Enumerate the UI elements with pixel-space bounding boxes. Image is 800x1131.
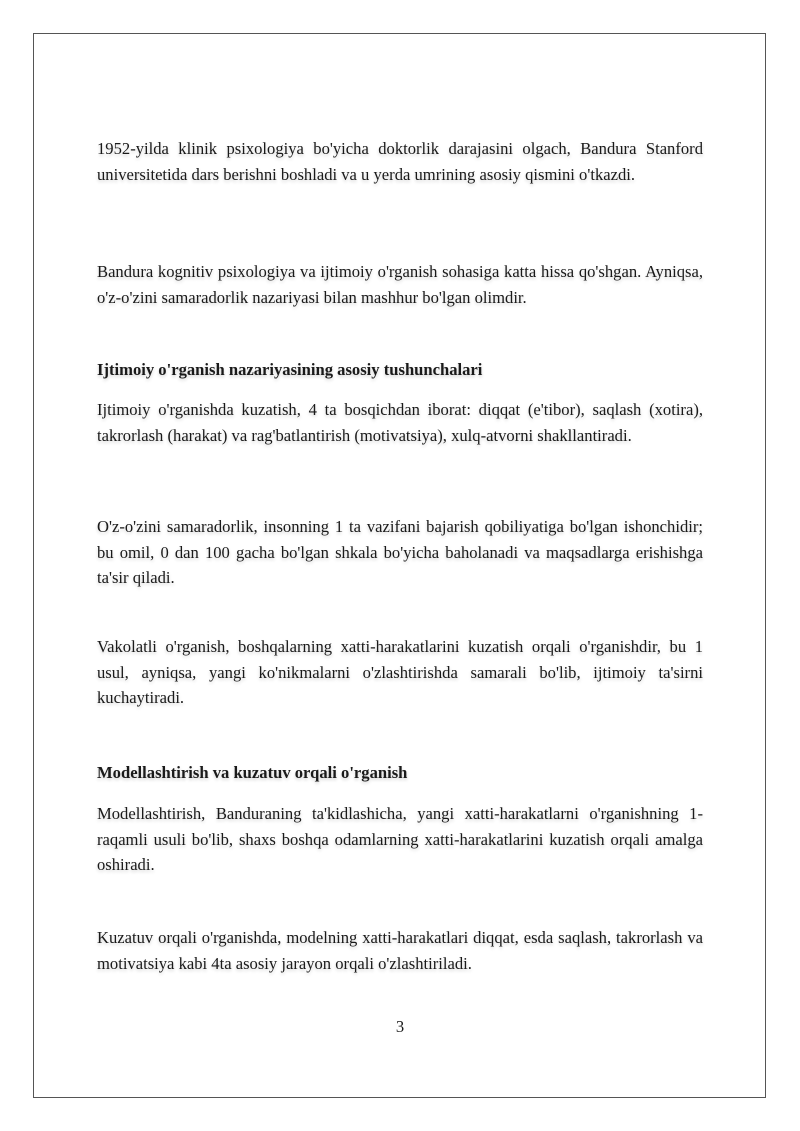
paragraph-modeling: Modellashtirish, Banduraning ta'kidlashicha, yangi xatti-harakatlarni o'rganishning 1-raqamli usuli bo'lib, shaxs boshqa odamlarning xatti-harakatlarini kuzatish orqali amalga oshiradi.	[97, 804, 703, 874]
paragraph-observational-learning: Kuzatuv orqali o'rganishda, modelning xatti-harakatlari diqqat, esda saqlash, takrorlash va motivatsiya kabi 4ta asosiy jarayon orqali o'zlashtiriladi.	[97, 928, 703, 973]
paragraph-self-efficacy: O'z-o'zini samaradorlik, insonning 1 ta vazifani bajarish qobiliyatiga bo'lgan ishonchidir; bu omil, 0 dan 100 gacha bo'lgan shkala bo'yicha baholanadi va maqsadlarga erishishga ta'sir qiladi.	[97, 517, 703, 587]
paragraph-bandura-stanford: 1952-yilda klinik psixologiya bo'yicha doktorlik darajasini olgach, Bandura Stanford universitetida dars berishni boshladi va u yerda umrining asosiy qismini o'tkazdi.	[97, 139, 703, 184]
paragraph-bandura-contribution: Bandura kognitiv psixologiya va ijtimoiy o'rganish sohasiga katta hissa qo'shgan. Ayniqsa, o'z-o'zini samaradorlik nazariyasi bilan mashhur bo'lgan olimdir.	[97, 262, 703, 307]
section-heading-modeling: Modellashtirish va kuzatuv orqali o'rganish	[97, 763, 408, 782]
paragraph-observation-stages: Ijtimoiy o'rganishda kuzatish, 4 ta bosqichdan iborat: diqqat (e'tibor), saqlash (xotira), takrorlash (harakat) va rag'batlantirish (motivatsiya), xulq-atvorni shakllantiradi.	[97, 400, 703, 445]
page-number: 3	[395, 1017, 405, 1036]
paragraph-vicarious-learning: Vakolatli o'rganish, boshqalarning xatti-harakatlarini kuzatish orqali o'rganishdir, bu 1 usul, ayniqsa, yangi ko'nikmalarni o'zlashtirishda samarali bo'lib, ijtimoiy ta'sirni kuchaytiradi.	[97, 637, 703, 707]
section-heading-social-learning: Ijtimoiy o'rganish nazariyasining asosiy tushunchalari	[97, 360, 483, 379]
